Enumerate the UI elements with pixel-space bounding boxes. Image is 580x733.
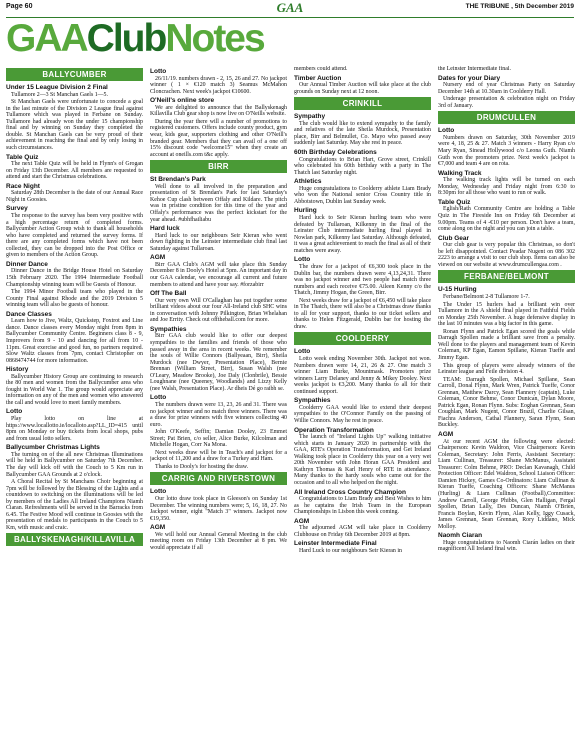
news-item [6,366,143,406]
news-item [294,207,431,254]
item-body [438,206,575,232]
item-body [150,402,287,470]
news-item [294,256,431,330]
news-item [294,427,431,487]
item-paragraph: members could attend. [294,66,348,72]
item-paragraph: Our lotto draw took place in Gleeson's on Sunday 1st December. The winning numbers were; 5, 16, 18, 27. No Jackpot winner, eight "Match 3" winners. Jackpot now €19,350. [150,496,287,522]
news-item [6,261,143,309]
item-heading: Dinner Dance [6,260,48,268]
news-item [438,170,575,197]
column-1 [6,66,143,730]
item-paragraph: Saturday 28th December is the date of our Annual Race Night in Goosies. [6,190,143,203]
news-item [294,489,431,516]
item-heading: Lotto [294,348,311,356]
item-paragraph: The 1994 Minor Football team who played in the County Final against Rhode and the 2019 Division 5 winning team will also be guests of honour. [6,289,143,309]
item-heading: Operation Transformation [294,426,374,434]
item-heading: Survey [6,205,28,213]
item-body [438,177,575,197]
item-paragraph: Our Annual Timber Auction will take place at the club grounds on Sunday next at 12 noon. [294,82,431,95]
item-paragraph: Congratulations to Liam Brady and Best Wishes to him as he captains the Irish Team in the European Championships in Lisbon this week coming. [294,496,431,516]
news-item [6,84,143,152]
item-body [150,333,287,392]
item-heading: Sympathies [150,325,187,333]
news-item [294,66,431,73]
item-body [150,496,287,522]
news-item [150,68,287,95]
item-paragraph: We are delighted to announce that the Ballyskenagh Killavilla Club gear shop is now live on O'Neills website. [150,104,287,118]
club-section-band: FERBANE/BELMONT [438,270,575,283]
item-body [294,215,431,254]
news-item [438,199,575,233]
news-item [6,205,143,258]
item-body [294,82,431,95]
item-paragraph: This group of players were already winners of the Leinster league and Feile division 4. [438,362,575,376]
item-body [294,66,431,73]
item-body [150,262,287,288]
item-heading: All Ireland Cross Country Champion [294,488,406,496]
item-paragraph: Learn how to Jive, Waltz, Quickstep, Foxtrot and Line dance. Dance classes every Monday night from 8pm in Ballycumber Community Centre. Beginners class 8 - 9, Improvers from 9 - 10 and dancing for all from 10 - 11pm. Great exercise and good fun, no partners required. Slow Waltz classes from 7pm, contact Christopher on 0868474744 for more information. [6,318,143,364]
column-3 [294,66,431,730]
item-body [294,264,431,330]
item-heading: AGM [438,430,454,438]
item-heading: Lotto [150,488,167,496]
item-body [294,186,431,206]
item-paragraph: TEAM: Darragh Spollen, Michael Spillane, Sean Carroll, Donal Flynn, Mark Wren, Patrick Tueffe, Conor Grennan, Matthew Darcy, Sean Flannery (captain), Luke Coleman, Conor Behme, Conor Dunican, Dylan Moore, Patrick Egan, Ronan Flynn. Subs: Eoghan Grennan, Sean Coughlan, Mark Nugent, Conor Brazil, Charlie Gilsan, Fiachra Anderson, Cathal Flannery, Saran Flynn, Sean Buckley. [438,376,575,429]
item-paragraph: During the year there will a number of promotions to registered customers. Offers include county product, gym wear, kids gear, supporters clothing and other O'Neill's branded gear. Members that they can avail of a one off 15% discount code "welcome15" when they create an account at oneills.com t&c apply. [150,118,287,158]
item-paragraph: Our very own Will O'Callaghan has put together some brilliant videos about our four All-Ireland club SHC wins in conversation with Johnny Pilkington, Brian Whelahan and Joe Errity. Check out offtheball.com for more. [150,297,287,324]
item-heading: Leinster Intermediate Final [294,540,377,548]
news-item [438,127,575,167]
item-paragraph: Ronan Flynn and Patrick Egan scored the goals while Darragh Spollen made a brilliant save from a penalty. Well done to the players and management team of Kevin Coleman, KP Egan, Eamon Spillane, Kieran Tueffe and Jimmy Egan. [438,328,575,361]
item-heading: Dance Classes [6,310,52,318]
item-body [438,82,575,109]
item-paragraph: The launch of "Ireland Lights Up" walking initiative which starts in January 2020 in partnership with the GAA, RTE's Operation Transformation, and Get Ireland Walking took place in Coolderry this year on a very wet 20th November with John Horan GAA President and Kathryn Thomas & Karl Henry of RTE in attendance. Many thanks to the hardy souls who came out for the occasion and to all who helped on the night. [294,434,431,486]
item-heading: U-15 Hurling [438,286,477,294]
item-body [6,213,143,259]
item-paragraph: Birr GAA Club's AGM will take place this Sunday December 8 in Dooly's Hotel at 5pm. An important day in our GAA calendar, we encourage all current and future members to attend and have your say. #forzabirr [150,261,287,288]
club-section-band: CARRIG AND RIVERSTOWN [150,472,287,485]
item-body [438,540,575,553]
section-label: GAA [276,0,304,15]
news-item [6,183,143,204]
item-paragraph: Congratulations to Brian Hart, Grove street, Crinkill who celebrated his 60th birthday with a party in The Thatch last Saturday night. [294,156,431,176]
item-heading: Lotto [438,127,455,135]
item-body [150,298,287,324]
item-paragraph: Huge congratulations to Naomh Ciarán ladies on their magnificent All Ireland final win. [438,539,575,553]
item-body [150,184,287,223]
item-heading: Naomh Ciaran [438,532,483,540]
item-paragraph: Birr GAA club would like to offer our deepest sympathies to the families and friends of those who passed away in the area in recent weeks. We remember the souls of Willie Connors (Ballyeaan, Birr), Sheila Murdock (nee Dwyer, Presentation Place), Bernie Brennan (William Street, Birr), Susan Walsh (nee O'Leary, Meadow Brooke), Joe Daly (Clonbrile), Bessie Loughnane (nee Queeney, Woodlands) and Lizzy Kelly (nee Walsh, Presentation Place). Ar dheis Dé go raibh se. [150,333,287,392]
item-paragraph: Hard luck to our neighbours Seir Kieran who went down fighting in the Leinster intermediate club final last Saturday against Tullaroan. [150,232,287,252]
item-paragraph: A Choral Recital by St Manchans Choir beginning at 7pm will be followed by the Blessing of the Lights and a countdown to switching on the illuminations will be led by members of the Ladies All Ireland Champions Niamh Ciaran. Refreshments will be served in the Barracks from 6.45. The Festive Mood will continue in Goosies with the presentation of medals to participants in the Couch to 5 Km, with music and craic. [6,479,143,531]
column-4 [438,66,575,730]
news-item [150,290,287,324]
item-paragraph: Hard luck to Seir Kieran hurling team who were defeated by Tullaroan, Kilkenny in the final of the Leinster Club intermediate hurling final played in Nowlan park, Kilkenny last Saturday. Although defeated, it was a great achievement to reach the final as all of their matches were away. [294,215,431,254]
item-heading: Under 15 League Division 2 Final [6,84,108,91]
item-paragraph: Our club gear is very popular this Christmas, so don't be left disappointed. Contact Peadar Nugent on 086 302 2223 to arrange a visit to our club shop. Items can also be viewed on our website at www.drumcullengaa.com . [438,242,575,268]
item-paragraph: Coolderry GAA would like to extend their deepest sympathies to the O'Connor Family on the passing of Willie Connors. May he rest in peace. [294,404,431,424]
column-2 [150,66,287,730]
item-paragraph: John O'Keefe, Seffin; Damian Dooley, 23 Emmet Street; Pat Brien, c/o seller, Alice Burke, Kilcolman and Michelle Hogan, Corr Na Mona. [150,429,287,449]
page-header [6,0,574,16]
item-paragraph: Underage presentation & celebration night on Friday 3rd of January. [438,96,575,109]
item-paragraph: the Leinster Intermediate final. [438,66,511,72]
news-item [294,348,431,395]
item-body [294,548,431,555]
item-body [6,268,143,308]
item-body [150,105,287,158]
item-heading: Sympathies [294,397,331,405]
item-heading: AGM [150,254,166,262]
news-item [294,113,431,147]
item-heading: History [6,366,29,374]
news-item [150,524,287,551]
item-heading: Table Quiz [438,198,471,206]
news-item [438,235,575,269]
news-item [294,397,431,424]
item-paragraph: Huge congratulations to Coolderry athlete Liam Brady who won the National senior Cross Country title in Abbotstown, Dublin last Sunday week. [294,185,431,205]
news-item [150,97,287,158]
club-section-band: BIRR [150,160,287,173]
club-section-band: COOLDERRY [294,332,431,345]
item-paragraph: At our recent AGM the following were elected: Chairperson: Kevin Waldron, Vice Chairperson: Kevin Coleman, Secretary: John Ferris, Assistant Secretary: Liam Cullinan, Treasurer: Shane McManus, Assistant Treasurer: Colm Behme, PRO: Declan Kavanagh, Child Protection Officer: Edel Waldron, School Liaison Officer: Damien Hickey, Games Co-Ordinators: Liam Cullinan & Kieran Tueffe, Coaching Officers: Shane McManus (Hurling) & Liam Cullinan (Football),Committee: Andrew Carroll, George Phibbs, Glen Halligan, Fergal Spollen, Brian Lally, Des Duncan, Niamh O'Brien, Francis Boylan, Kevin Flynn, Alan Kelly, Iggy Cusack, James Grennan, Sean Grennan, Rory Liddano, Mick Molloy. [438,438,575,530]
item-heading: Hurling [294,207,317,215]
news-item [438,75,575,110]
item-body [294,405,431,425]
news-item [294,75,431,96]
news-item [150,176,287,223]
news-item [150,225,287,252]
item-paragraph: We will hold our Annual General Meeting in the club meeting room on Friday 13th December at 8 pm. We would appreciate if all [150,531,287,551]
item-paragraph: Lotto week ending November 30th. Jackpot not won. Numbers drawn were 14, 21, 26 & 27. One match 3 winner Liam Burke, Mountmask. Promoters prize winners Larry Delaney and Jenny & Mikey Dooley. Next weeks jackpot is €3,200. Many thanks to all for their continued support. [294,356,431,395]
news-item [150,254,287,288]
item-heading: Sympathy [294,113,326,121]
item-paragraph: Eglish/Rath Community Centre are holding a Table Quiz in The Fireside Inn on Friday 6th December at 9.00pm. Teams of 4 -€10 per person. Don't have a team, come along on the night and you can join a table. [438,206,575,233]
item-paragraph: The club would like to extend sympathy to the family and relatives of the late Sheila Murdock, Presentation place, Birr and Belmullet, Co. Mayo who passed away suddenly last Saturday. May she rest in peace. [294,120,431,147]
item-body [6,318,143,364]
item-heading: Lotto [294,256,311,264]
article-columns [6,66,576,730]
club-section-band: BALLYSKENAGH/KILLAVILLA [6,533,143,546]
item-heading: Lotto [6,408,23,416]
item-body [294,525,431,538]
item-heading: Lotto [150,68,167,75]
item-body [6,452,143,532]
item-paragraph: Ferbane/Belmont 2-8 Tullamore 1-7. [443,294,530,301]
masthead-part-club: Club [86,17,166,60]
item-paragraph: St Manchan Gaels were unfortunate to concede a goal in the last minute of the Division 2 League final against Tullamore which was played in Ferbane on Sunday. Tullamore had already won the under 15 championship final and by winning on Sunday they completed the double. St Manchan Gaels can be very proud of their achievement in reaching the final and by only losing in such circumstances. [6,99,143,151]
item-body [6,161,143,181]
news-item [6,444,143,531]
club-section-band: DRUMCULLEN [438,111,575,124]
item-paragraph: The Under 15 hurlers had a brilliant win over Tullamore in the A shield final played in Faithful Fields on Monday 25th November. A huge defensive display in the last 10 minutes was a big factor in this game. [438,301,575,328]
club-section-band: BALLYCUMBER [6,68,143,81]
item-heading: Table Quiz [6,153,39,161]
news-item [438,286,575,429]
news-item [438,431,575,530]
item-heading: Athletics [294,178,322,186]
news-item [438,532,575,553]
club-section-band: CRINKILL [294,97,431,110]
item-body [294,121,431,147]
item-paragraph: The adjourned AGM will take place in Coolderry Clubhouse on Friday 6th December 2019 at 8pm. [294,525,431,538]
news-item [150,394,287,470]
item-heading: St Brendan's Park [150,176,206,184]
item-body [438,294,575,429]
item-paragraph: Next weeks draw for a jackpot of €6,450 will take place in The Thatch, there will also be a Christmas draw thanks to all for your support, thanks to our ticket sellers and thanks to Helen Fitzgerald, Dublin bar for hosting the draw. [294,297,431,330]
item-paragraph: The next Table Quiz will be held in Flynn's of Grogan on Friday 13th December. All members are requested to attend and start the Christmas celebrations. [6,161,143,181]
item-heading: Walking Track [438,169,482,177]
item-body [438,242,575,268]
publication-date: THE TRIBUNE , 5th December 2019 [465,3,574,10]
item-paragraph: Play lotto on line at https://www.locallotto.ie/localloto.asp?LL_ID=415 until 8pm on Monday or buy tickets from local shops, pubs and from usual lotto sellers. [6,416,143,442]
item-body [6,92,143,152]
item-paragraph: Thanks to Dooly's for hosting the draw. [155,463,249,470]
masthead-part-gaa: GAA [6,17,87,60]
item-body [438,439,575,531]
item-heading: Timber Auction [294,74,342,82]
item-paragraph: Numbers drawn on Saturday, 30th November 2019 were 4, 18, 25 & 27. Match 3 winners - Harry Ryan c/o Mary Ryan, Sinead Hollywood c/o Leona Guth. Niamh Guth won the promoters prize. Next week's jackpot is €7,000 and team 4 are on rota. [438,134,575,168]
item-heading: Hard luck [150,225,180,233]
news-item [294,149,431,176]
news-item [6,311,143,364]
news-item [6,408,143,442]
item-paragraph: The response to the survey has been very positive with a high percentage return of completed forms. Ballycumber Action Group wish to thank all households who have completed and returned the survey forms. If there are any completed forms which have not been collected, they can be dropped into the Post Office or given to members of the Action Group. [6,213,143,259]
masthead [6,17,264,61]
item-body [294,356,431,395]
item-heading: Race Night [6,182,40,190]
item-heading: Lotto [150,394,167,402]
news-item [294,178,431,205]
item-body [150,233,287,253]
item-heading: O'Neill's online store [150,97,215,105]
news-item [150,326,287,393]
news-item [438,66,575,73]
item-paragraph: The walking track lights will be turned on each Monday, Wednesday and Friday night from 6:30 to 8:30pm for all those who want to run or walk. [438,177,575,197]
item-paragraph: Ballycumber History Group are continuing to research the 80 men and women from the Ballycumber area who fought in World War 1. The group would appreciate any information on any of the men and women who answered the call and would love to meet family members. [6,373,143,406]
item-body [150,532,287,552]
item-paragraph: Hard Luck to our neighbours Seir Kieran in [299,548,402,555]
item-paragraph: 26/11/19. numbers drawn - 2, 15, 26 and 27. No jackpot winner ( 1 × €120 match 3) Seamus McMahon Cloncrachen. Next week's jackpot €10600. [150,75,287,95]
item-paragraph: Nursery end of year Christmas Party on Saturday December 14th at 10.30am in Coolderry Hall. [438,82,575,95]
item-heading: AGM [150,524,166,532]
item-heading: Off The Ball [150,290,187,298]
item-body [438,66,575,73]
masthead-part-notes: Notes [165,17,264,60]
item-body [150,76,287,96]
news-item [6,154,143,181]
item-body [294,157,431,177]
item-paragraph: The draw for a jackpot of €6,300 took place in the Dublin bar, the numbers drawn were 4,13,24,31. There was no jackpot winner and two people had match three numbers and each receive €75.00. Aileen Kenny c/o the Thatch, Jimmy Hogan, the Green, Birr. [294,263,431,297]
item-body [438,135,575,168]
item-paragraph: Dinner Dance in the Bridge House Hotel on Saturday 15th February 2020. The 1994 Intermediate Football Championship winning team will be Guests of Honour. [6,268,143,288]
item-heading: Club Gear [438,234,470,242]
item-heading: Dates for your Diary [438,74,501,82]
news-item [150,488,287,522]
item-heading: Ballycumber Christmas Lights [6,444,100,452]
item-heading: 60th Birthday Celebrations [294,149,377,157]
news-item [294,518,431,539]
item-body [6,416,143,442]
item-paragraph: Next weeks draw will be in Teach's and jackpot for a jackpot of 11,200 and a draw for a Turkey and Ham. [150,449,287,463]
item-paragraph: Well done to all involved in the preparation and presentation of St Brendan's Park for last Saturday's Kehoe Cup clash between Offaly and Kildare. The pitch was in pristine condition for this time of the year and Offaly's performance was the perfect kickstart for the year ahead. #ubhfhailiabu [150,183,287,223]
item-paragraph: Tullamore 2—3 St Manchan Gaels 1—5. [11,91,108,98]
item-body [6,190,143,203]
item-heading: AGM [294,517,310,525]
news-item [294,540,431,554]
item-body [294,434,431,486]
item-body [6,374,143,407]
item-paragraph: The numbers drawn were 13, 23, 26 and 31. There was no jackpot winner and no match three winners. There was a draw for prize winners with five winners collecting 40 euro. [150,401,287,428]
page-number: Page 60 [6,3,33,10]
item-body [294,496,431,516]
item-paragraph: The turning on of the all new Christmas Illuminations will be held in Ballycumber on Saturday 7th December. The day will kick off with the Couch to 5 Km run in Ballycumber GAA Grounds at 2 o'clock. [6,451,143,478]
